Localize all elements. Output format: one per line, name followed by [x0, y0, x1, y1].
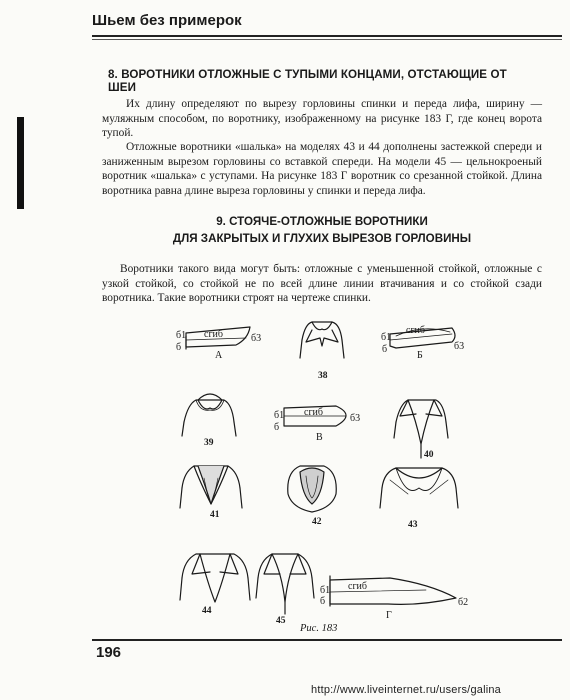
- model-42-number: 42: [312, 517, 322, 527]
- header-rule: [92, 35, 562, 37]
- model-43-number: 43: [408, 520, 418, 530]
- scan-edge-mark: [17, 117, 24, 209]
- pattern-g-fold-label: сгиб: [348, 581, 367, 592]
- pattern-v-mark-b1: б1: [274, 410, 285, 421]
- pattern-v-fold-label: сгиб: [304, 407, 323, 418]
- model-41-number: 41: [210, 510, 220, 520]
- figure-caption: Рис. 183: [300, 623, 338, 634]
- running-head: Шьем без примерок: [92, 12, 242, 29]
- pattern-v-mark-b3: б3: [350, 413, 361, 424]
- section-8-paragraph-1: Их длину определяют по вырезу горловины спинки и переда лифа, ширину — муляжным способом, по воротнику, изображенному на рисунке 183 Г, где конец ворота тупой.: [102, 98, 542, 140]
- pattern-b-mark-b3: б3: [454, 341, 465, 352]
- model-43-drawing: [380, 468, 458, 508]
- pattern-v-mark-b: б: [274, 422, 280, 433]
- pattern-a-label: А: [215, 350, 223, 361]
- pattern-a-mark-b: б: [176, 342, 182, 353]
- model-41-drawing: [180, 466, 242, 508]
- figure-183: [160, 312, 480, 638]
- pattern-a-fold-label: сгиб: [204, 329, 223, 340]
- pattern-b-label: Б: [417, 350, 423, 361]
- pattern-a-mark-b1: б1: [176, 330, 187, 341]
- model-44-drawing: [180, 554, 250, 602]
- section-8-title: 8. ВОРОТНИКИ ОТЛОЖНЫЕ С ТУПЫМИ КОНЦАМИ, ОТСТАЮЩИЕ ОТ ШЕИ: [108, 68, 507, 94]
- header-rule-thin: [92, 39, 562, 40]
- model-38-drawing: [300, 322, 344, 358]
- model-42-drawing: [288, 466, 337, 512]
- pattern-b-mark-b1: б1: [381, 332, 392, 343]
- model-40-drawing: [394, 400, 448, 458]
- model-45-number: 45: [276, 616, 286, 626]
- model-44-number: 44: [202, 606, 212, 616]
- pattern-g-label: Г: [386, 610, 392, 621]
- footer-rule: [92, 639, 562, 641]
- model-38-number: 38: [318, 371, 328, 381]
- page-number: 196: [96, 644, 122, 661]
- pattern-b-mark-b: б: [382, 344, 388, 355]
- section-9-title-line-2: ДЛЯ ЗАКРЫТЫХ И ГЛУХИХ ВЫРЕЗОВ ГОРЛОВИНЫ: [172, 232, 472, 245]
- model-45-drawing: [256, 554, 314, 614]
- watermark-url: http://www.liveinternet.ru/users/galina: [311, 684, 501, 696]
- section-9-paragraph-1: Воротники такого вида могут быть: отложные с уменьшенной стойкой, отложные с узкой стойкой, со стойкой не по всей длине линии втачивания и со стойкой сзади воротника. Такие воротники строят на чертеже спинки.: [102, 263, 542, 305]
- model-40-number: 40: [424, 450, 434, 460]
- pattern-v-label: В: [316, 432, 323, 443]
- model-39-drawing: [182, 394, 236, 436]
- pattern-g-mark-b2: б2: [458, 597, 469, 608]
- pattern-g-mark-b: б: [320, 596, 326, 607]
- section-8-paragraph-2: Отложные воротники «шалька» на моделях 43 и 44 дополнены застежкой спереди и заниженным вырезом горловины со вставкой спереди. На модели 45 — цельнокроеный воротник «шалька» с уступами. На рисунке 183 Г воротник со срезанной стойкой. Длина воротника равна длине выреза горловины у спинки и переда лифа.: [102, 141, 542, 197]
- model-39-number: 39: [204, 438, 214, 448]
- pattern-g-mark-b1: б1: [320, 585, 331, 596]
- pattern-a-mark-b3: б3: [251, 333, 262, 344]
- pattern-b-fold-label: сгиб: [406, 325, 425, 336]
- section-9-title-line-1: 9. СТОЯЧЕ-ОТЛОЖНЫЕ ВОРОТНИКИ: [216, 215, 428, 228]
